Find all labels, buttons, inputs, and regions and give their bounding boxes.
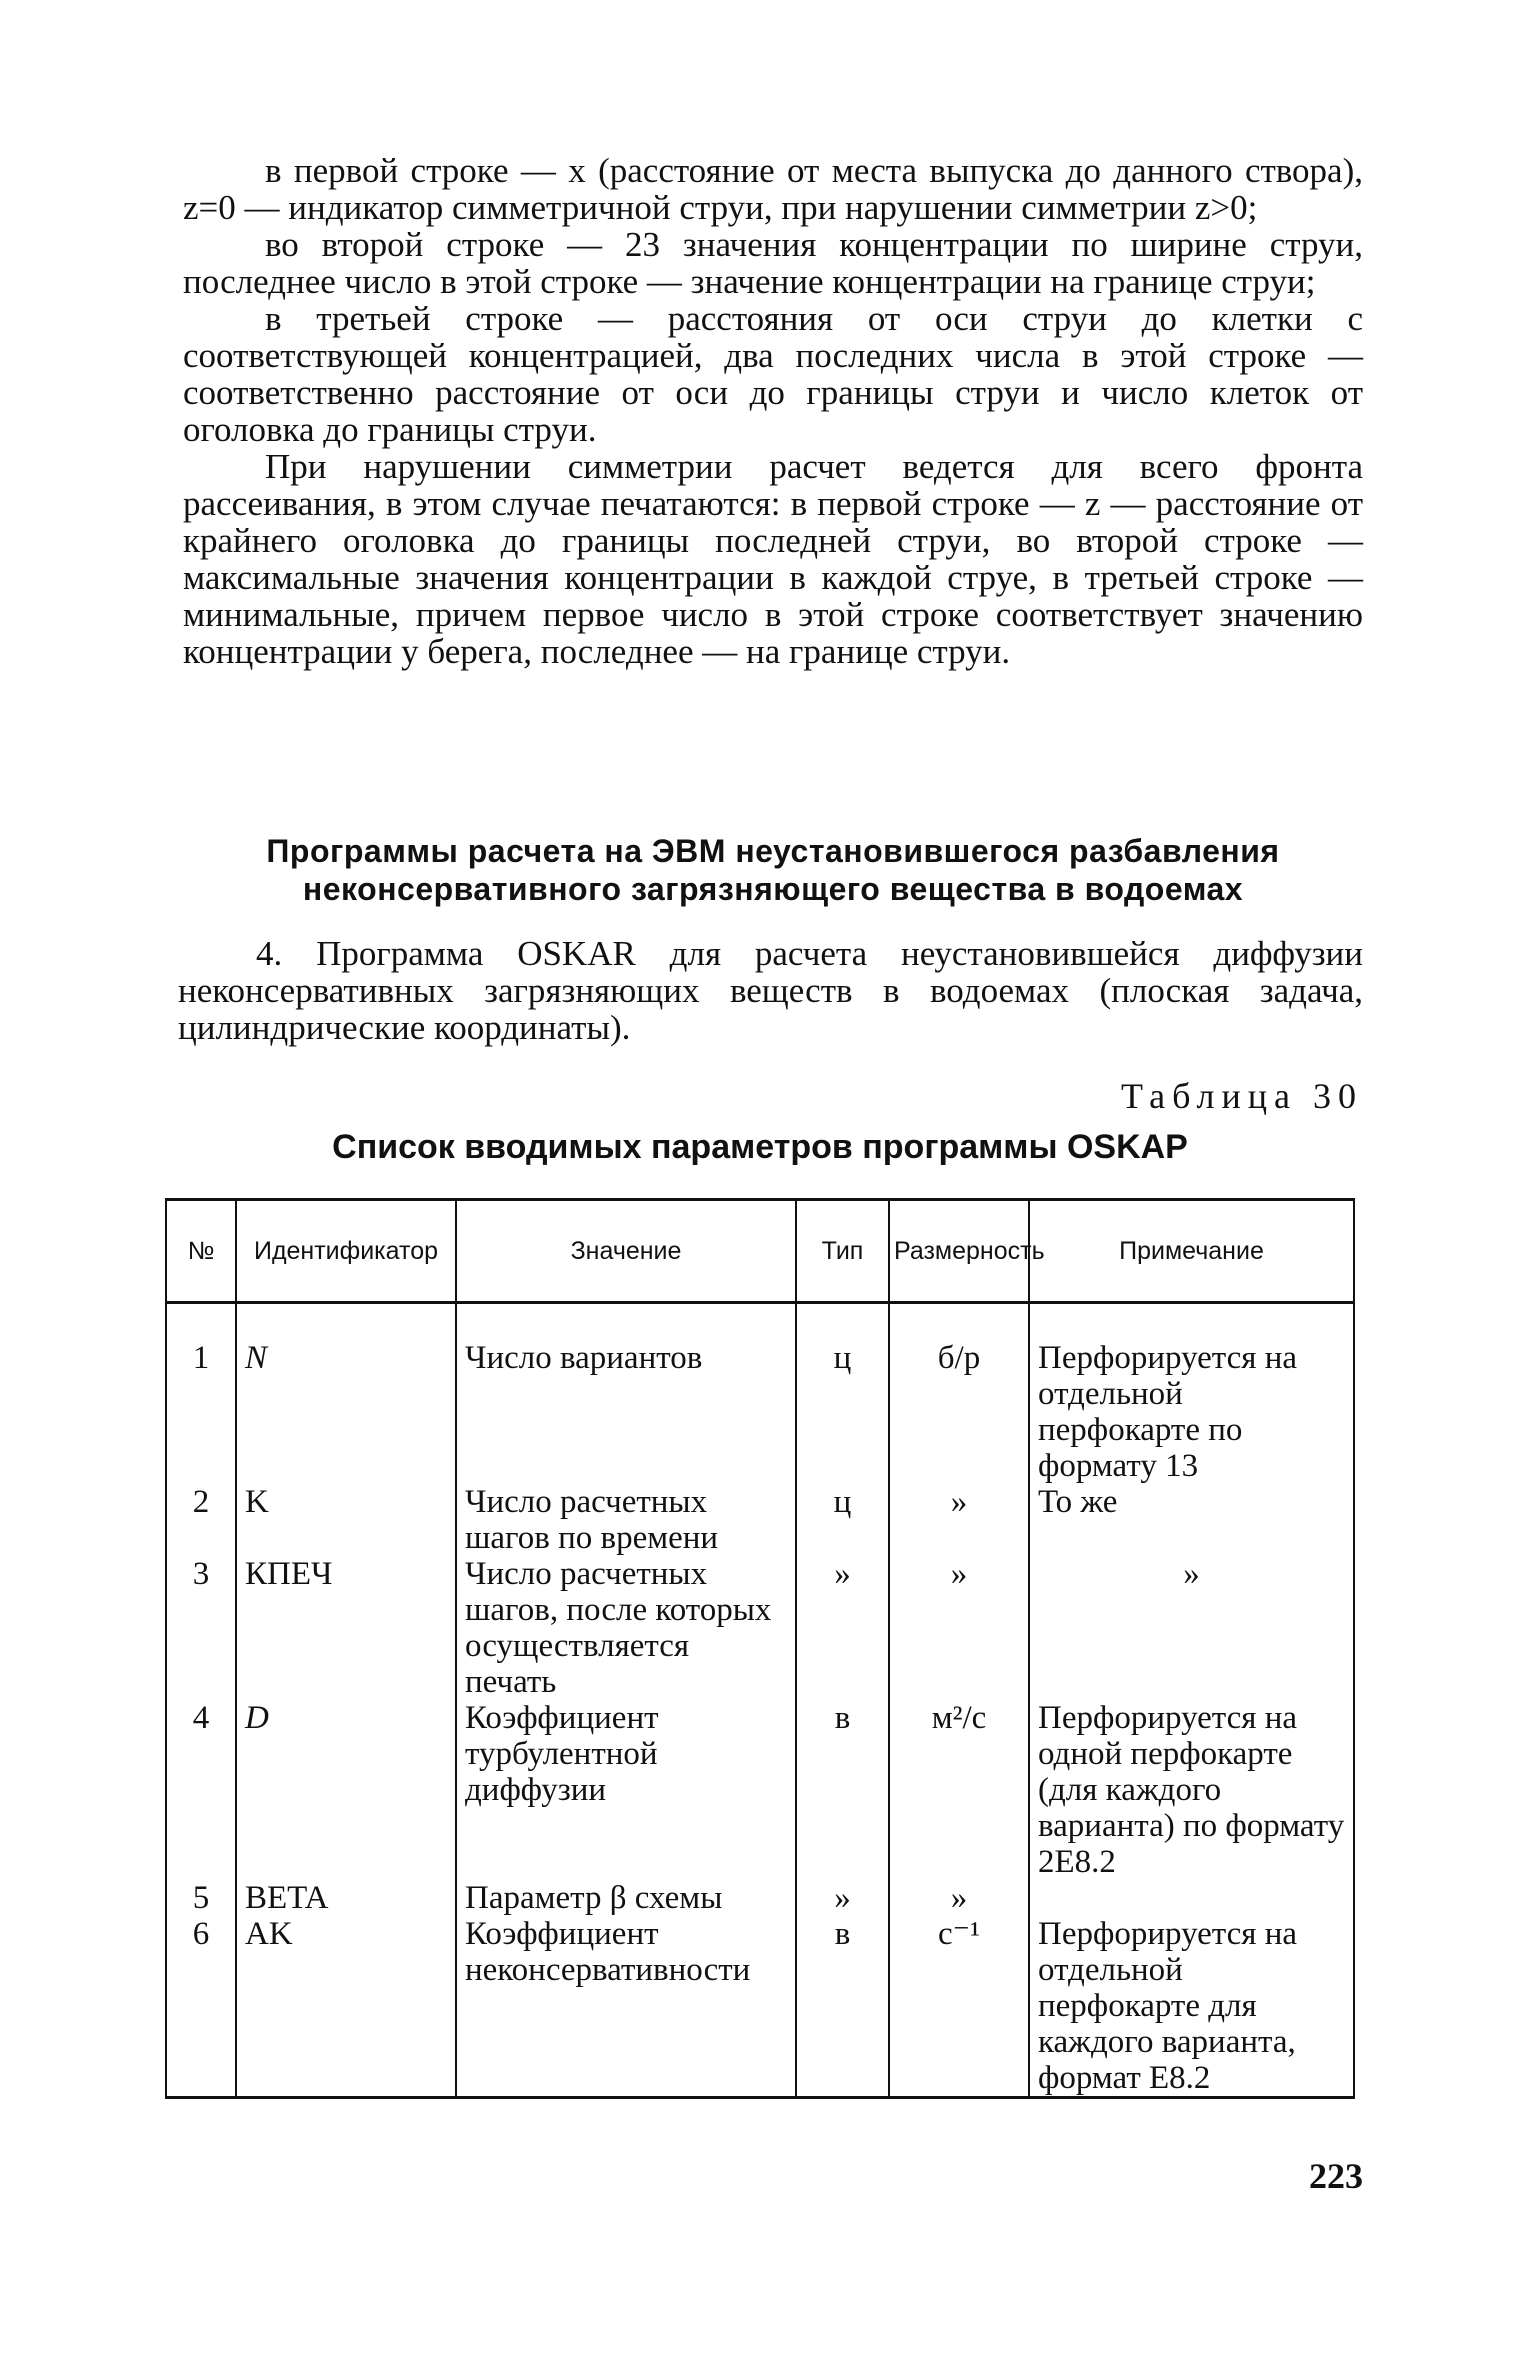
row-identifier: BETA [236, 1880, 456, 1916]
table-row [166, 1556, 1354, 1700]
paragraph-asymmetry: При нарушении симметрии расчет ведется для всего фронта рассеивания, в этом случае печатаются: в первой строке — z — расстояние от крайнего оголовка до границы последней струи, во второй строке — максимальные значения концентрации в каждой струе, в третьей строке — минимальные, причем первое число в этой строке соответствует значению концентрации у берега, последнее — на границе струи. [183, 447, 1363, 671]
row-number: 6 [166, 1916, 236, 2098]
row-dimension: » [889, 1556, 1029, 1700]
section-heading-line1: Программы расчета на ЭВМ неустановившегося разбавления [266, 833, 1280, 869]
row-value: Число расчетных шагов по времени [456, 1484, 796, 1556]
page-number: 223 [1309, 2156, 1363, 2196]
row-type: в [796, 1700, 889, 1880]
header-dimension: Размерность [889, 1200, 1029, 1303]
row-value: Число вариантов [456, 1303, 796, 1485]
row-type: » [796, 1556, 889, 1700]
program-description [178, 935, 1363, 1046]
row-dimension: » [889, 1880, 1029, 1916]
section-heading-line2: неконсервативного загрязняющего вещества в водоемах [302, 871, 1244, 907]
table-label: Таблица 30 [1121, 1076, 1363, 1116]
header-note: Примечание [1029, 1200, 1354, 1303]
row-note: То же [1029, 1484, 1354, 1556]
row-note: Перфорируется на отдельной перфокарте по формату 13 [1029, 1303, 1354, 1485]
section-heading [183, 832, 1363, 908]
row-number: 3 [166, 1556, 236, 1700]
table-row [166, 1700, 1354, 1880]
header-value: Значение [456, 1200, 796, 1303]
body-text [183, 152, 1363, 670]
row-type: » [796, 1880, 889, 1916]
row-dimension: » [889, 1484, 1029, 1556]
row-value: Число расчетных шагов, после которых осуществляется печать [456, 1556, 796, 1700]
row-type: в [796, 1916, 889, 2098]
parameters-table [165, 1198, 1355, 2099]
paragraph-second-line: во второй строке — 23 значения концентрации по ширине струи, последнее число в этой строке — значение концентрации на границе струи; [183, 225, 1363, 301]
row-type: ц [796, 1303, 889, 1485]
table-caption: Список вводимых параметров программы OSKAP [332, 1128, 1188, 1166]
row-identifier: AK [236, 1916, 456, 2098]
table-row [166, 1880, 1354, 1916]
row-value: Коэффициент неконсервативности [456, 1916, 796, 2098]
header-number: № [166, 1200, 236, 1303]
row-number: 2 [166, 1484, 236, 1556]
row-value: Коэффициент турбулентной диффузии [456, 1700, 796, 1880]
row-note: Перфорируется на одной перфокарте (для каждого варианта) по формату 2E8.2 [1029, 1700, 1354, 1880]
row-dimension: м²/с [889, 1700, 1029, 1880]
row-number: 4 [166, 1700, 236, 1880]
table-header-row [166, 1200, 1354, 1303]
header-type: Тип [796, 1200, 889, 1303]
program-paragraph: 4. Программа OSKAR для расчета неустановившейся диффузии неконсервативных загрязняющих веществ в водоемах (плоская задача, цилиндрические координаты). [178, 934, 1363, 1047]
row-number: 5 [166, 1880, 236, 1916]
header-identifier: Идентификатор [236, 1200, 456, 1303]
row-value: Параметр β схемы [456, 1880, 796, 1916]
row-number: 1 [166, 1303, 236, 1485]
table-row [166, 1303, 1354, 1485]
row-dimension: б/р [889, 1303, 1029, 1485]
row-identifier: N [236, 1303, 456, 1485]
paragraph-third-line: в третьей строке — расстояния от оси струи до клетки с соответствующей концентрацией, два последних числа в этой строке — соответственно расстояние от оси до границы струи и число клеток от оголовка до границы струи. [183, 299, 1363, 449]
table-row [166, 1484, 1354, 1556]
row-identifier: КПЕЧ [236, 1556, 456, 1700]
row-type: ц [796, 1484, 889, 1556]
row-identifier: D [236, 1700, 456, 1880]
row-note [1029, 1880, 1354, 1916]
table-row [166, 1916, 1354, 2098]
row-note: Перфорируется на отдельной перфокарте для каждого варианта, формат E8.2 [1029, 1916, 1354, 2098]
paragraph-first-line: в первой строке — x (расстояние от места выпуска до данного створа), z=0 — индикатор симметричной струи, при нарушении симметрии z>0; [183, 151, 1363, 227]
row-note: » [1029, 1556, 1354, 1700]
row-dimension: с⁻¹ [889, 1916, 1029, 2098]
row-identifier: K [236, 1484, 456, 1556]
